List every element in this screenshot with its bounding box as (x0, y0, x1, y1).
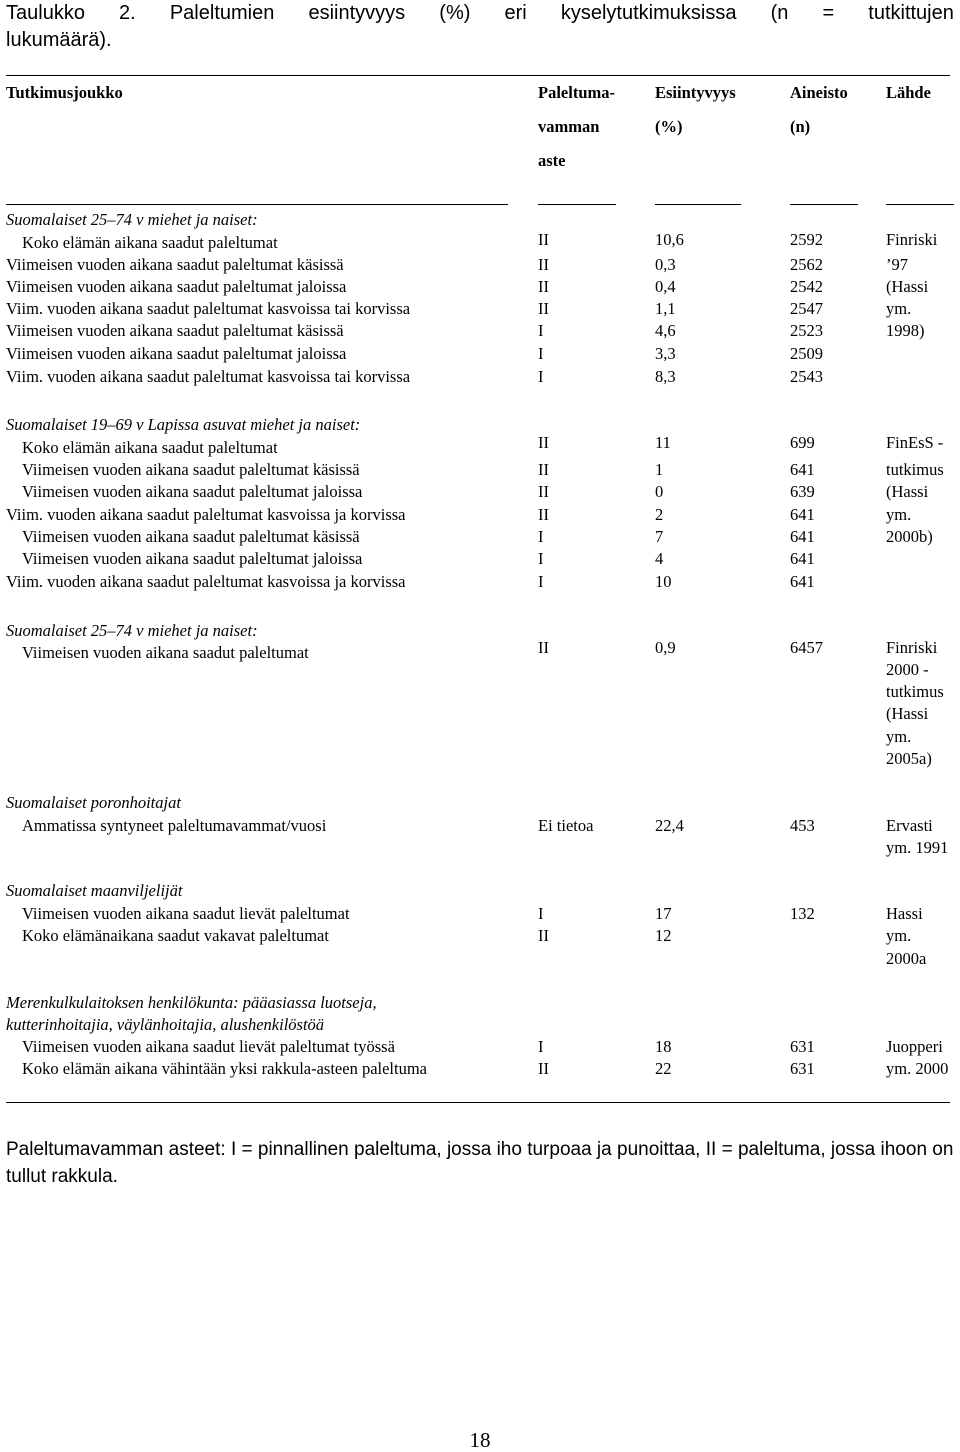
row-source: ym. (886, 926, 912, 945)
row-n: 2547 (790, 299, 823, 318)
row-grade: I (538, 549, 544, 568)
section-title: Suomalaiset poronhoitajat (6, 793, 181, 812)
header-grade-1: Paleltuma- (538, 83, 615, 102)
row-n: 699 (790, 433, 815, 452)
header-grade-3: aste (538, 151, 566, 170)
row-source-cont: 2005a) (886, 749, 932, 768)
row-n: 641 (790, 505, 815, 524)
row-source: (Hassi (886, 277, 929, 296)
row-pct: 3,3 (655, 344, 676, 363)
row-source: (Hassi (886, 482, 929, 501)
row-n: 639 (790, 482, 815, 501)
row-n: 641 (790, 572, 815, 591)
row-source: Juopperi (886, 1037, 943, 1056)
row-source: FinEsS - (886, 433, 944, 452)
row-grade: II (538, 926, 549, 945)
row-source: ’97 (886, 255, 908, 274)
caption-word: Taulukko (6, 2, 85, 24)
row-n: 2543 (790, 367, 823, 386)
row-grade: I (538, 344, 544, 363)
row-n: 2542 (790, 277, 823, 296)
caption-word: tutkittujen (868, 2, 954, 24)
table-bottom-rule (6, 1102, 950, 1103)
row-source: Hassi (886, 904, 923, 923)
row-source-cont: ym. 1991 (886, 838, 949, 857)
row-pct: 2 (655, 505, 664, 524)
row-source: ym. (886, 299, 912, 318)
row-n: 2592 (790, 230, 823, 249)
caption-word: eri (504, 2, 527, 24)
row-label: Viimeisen vuoden aikana saadut lievät paleltumat (22, 904, 350, 923)
section-title-cont: kutterinhoitajia, väylänhoitajia, alushenkilöstöä (6, 1015, 325, 1034)
header-n-1: Aineisto (790, 83, 848, 102)
row-grade: I (538, 321, 544, 340)
row-grade: I (538, 527, 544, 546)
row-n: 641 (790, 527, 815, 546)
row-pct: 1,1 (655, 299, 676, 318)
row-source: Finriski (886, 230, 938, 249)
row-grade: II (538, 482, 549, 501)
row-n: 453 (790, 816, 815, 835)
caption-word: kyselytutkimuksissa (560, 2, 737, 24)
caption-word: Paleltumien (169, 2, 275, 24)
header-prevalence-1: Esiintyvyys (655, 83, 736, 102)
row-label: Viimeisen vuoden aikana saadut lievät paleltumat työssä (22, 1037, 395, 1056)
row-label: Ammatissa syntyneet paleltumavammat/vuosi (22, 816, 327, 835)
row-label: Viimeisen vuoden aikana saadut paleltumat käsissä (22, 460, 360, 479)
row-label: Koko elämänaikana saadut vakavat paleltumat (22, 926, 329, 945)
section-title: Suomalaiset 25–74 v miehet ja naiset: (6, 210, 258, 229)
section-title: Suomalaiset maanviljelijät (6, 881, 183, 900)
row-label: Koko elämän aikana vähintään yksi rakkula-asteen paleltuma (22, 1059, 428, 1078)
row-label: Viimeisen vuoden aikana saadut paleltumat jaloissa (6, 277, 347, 296)
row-pct: 12 (655, 926, 672, 945)
row-pct: 8,3 (655, 367, 676, 386)
row-pct: 0,3 (655, 255, 676, 274)
row-grade: II (538, 460, 549, 479)
caption-line-2: lukumäärä). (6, 29, 112, 51)
row-source-cont: 2000 - (886, 660, 929, 679)
row-grade: I (538, 904, 544, 923)
row-pct: 22 (655, 1059, 672, 1078)
row-pct: 0,9 (655, 638, 676, 657)
header-rule-prevalence (655, 204, 741, 205)
row-label: Koko elämän aikana saadut paleltumat (22, 233, 278, 252)
caption-word: esiintyvyys (308, 2, 406, 24)
row-source: ym. 2000 (886, 1059, 949, 1078)
header-rule-n (790, 204, 858, 205)
section-title: Merenkulkulaitoksen henkilökunta: pääasiassa luotseja, (6, 993, 377, 1012)
row-label: Viimeisen vuoden aikana saadut paleltumat jaloissa (6, 344, 347, 363)
header-prevalence-2: (%) (655, 117, 683, 136)
caption-word: = (822, 2, 835, 24)
caption-word: (n (770, 2, 789, 24)
row-label: Viim. vuoden aikana saadut paleltumat kasvoissa tai korvissa (6, 299, 411, 318)
row-n: 2523 (790, 321, 823, 340)
row-source-cont: ym. (886, 727, 912, 746)
row-grade: II (538, 299, 549, 318)
row-pct: 11 (655, 433, 671, 452)
row-grade: II (538, 1059, 549, 1078)
row-n: 132 (790, 904, 815, 923)
header-grade-2: vamman (538, 117, 600, 136)
row-label: Viimeisen vuoden aikana saadut paleltumat jaloissa (22, 549, 363, 568)
row-pct: 4,6 (655, 321, 676, 340)
row-source: tutkimus (886, 460, 944, 479)
row-pct: 10,6 (655, 230, 684, 249)
row-label: Viim. vuoden aikana saadut paleltumat kasvoissa tai korvissa (6, 367, 411, 386)
row-n: 631 (790, 1037, 815, 1056)
row-pct: 4 (655, 549, 664, 568)
row-label: Koko elämän aikana saadut paleltumat (22, 438, 278, 457)
table-top-rule (6, 75, 950, 76)
row-pct: 7 (655, 527, 664, 546)
row-source: Ervasti (886, 816, 933, 835)
page-number: 18 (469, 1428, 491, 1452)
row-label: Viimeisen vuoden aikana saadut paleltumat käsissä (22, 527, 360, 546)
row-label: Viimeisen vuoden aikana saadut paleltumat käsissä (6, 255, 344, 274)
row-label: Viim. vuoden aikana saadut paleltumat kasvoissa ja korvissa (6, 505, 406, 524)
row-grade: I (538, 367, 544, 386)
row-grade: Ei tietoa (538, 816, 594, 835)
row-source: Finriski (886, 638, 938, 657)
row-label: Viim. vuoden aikana saadut paleltumat kasvoissa ja korvissa (6, 572, 406, 591)
row-pct: 17 (655, 904, 672, 923)
row-pct: 1 (655, 460, 664, 479)
header-rule-group (6, 204, 508, 205)
row-n: 6457 (790, 638, 823, 657)
row-grade: II (538, 230, 549, 249)
header-rule-source (886, 204, 954, 205)
row-source-cont: tutkimus (886, 682, 944, 701)
row-source-cont: (Hassi (886, 704, 929, 723)
row-source: ym. (886, 505, 912, 524)
row-grade: II (538, 433, 549, 452)
row-n: 641 (790, 460, 815, 479)
row-pct: 18 (655, 1037, 672, 1056)
row-pct: 0,4 (655, 277, 676, 296)
header-group: Tutkimusjoukko (6, 83, 123, 102)
row-n: 641 (790, 549, 815, 568)
row-n: 2509 (790, 344, 823, 363)
row-label: Viimeisen vuoden aikana saadut paleltumat (22, 643, 309, 662)
row-pct: 0 (655, 482, 664, 501)
footnote: Paleltumavamman asteet: I = pinnallinen paleltuma, jossa iho turpoaa ja punoittaa, II = paleltuma, jossa ihoon on tullut rakkula. (6, 1139, 954, 1187)
row-pct: 10 (655, 572, 672, 591)
header-source: Lähde (886, 83, 931, 102)
header-n-2: (n) (790, 117, 811, 136)
caption-line-1 (6, 0, 954, 27)
row-source: 2000b) (886, 527, 933, 546)
row-grade: I (538, 572, 544, 591)
section-title: Suomalaiset 25–74 v miehet ja naiset: (6, 621, 258, 640)
row-label: Viimeisen vuoden aikana saadut paleltumat jaloissa (22, 482, 363, 501)
row-grade: I (538, 1037, 544, 1056)
row-n: 2562 (790, 255, 823, 274)
row-source-cont: 2000a (886, 949, 927, 968)
caption-word: 2. (119, 2, 136, 24)
row-grade: II (538, 505, 549, 524)
table-caption (6, 0, 954, 54)
row-grade: II (538, 277, 549, 296)
caption-word: (%) (439, 2, 471, 24)
section-title: Suomalaiset 19–69 v Lapissa asuvat miehet ja naiset: (6, 415, 361, 434)
row-n: 631 (790, 1059, 815, 1078)
row-source: 1998) (886, 321, 925, 340)
row-pct: 22,4 (655, 816, 684, 835)
row-label: Viimeisen vuoden aikana saadut paleltumat käsissä (6, 321, 344, 340)
row-grade: II (538, 638, 549, 657)
row-grade: II (538, 255, 549, 274)
header-rule-grade (538, 204, 616, 205)
